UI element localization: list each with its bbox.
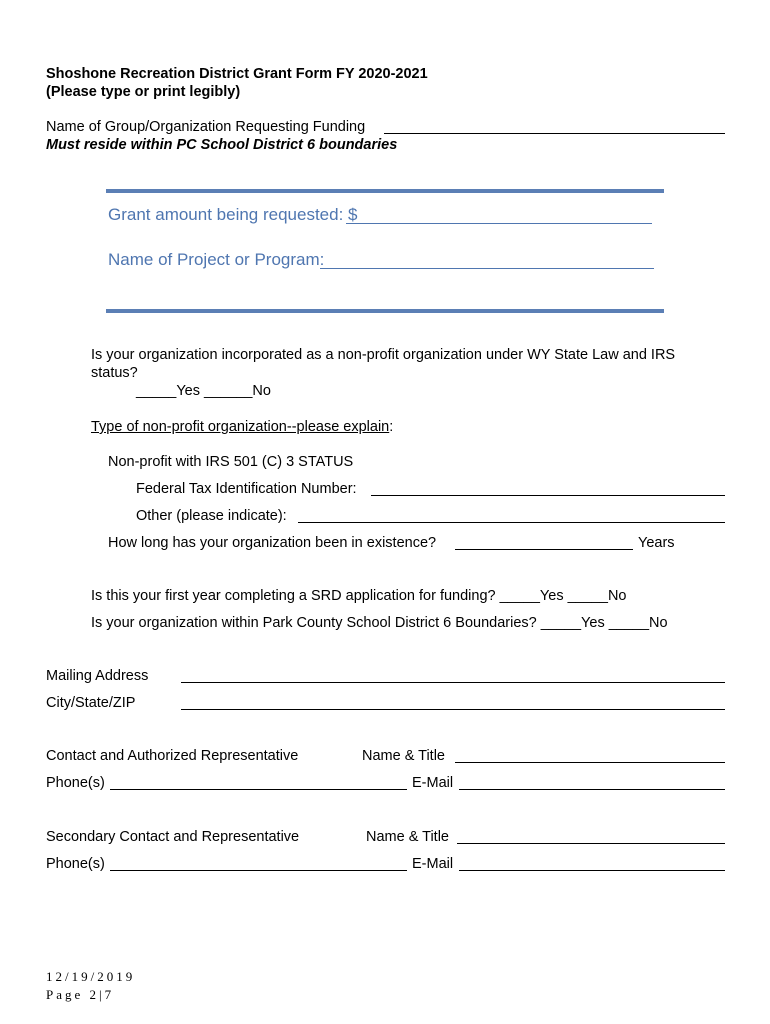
grant-amount-label: Grant amount being requested: $	[108, 205, 358, 224]
status-501-label: Non-profit with IRS 501 (C) 3 STATUS	[108, 454, 354, 470]
primary-phone-field[interactable]	[110, 789, 407, 790]
banner-top-rule	[106, 189, 664, 193]
years-label: Years	[638, 535, 675, 551]
secondary-phone-label: Phone(s)	[46, 856, 105, 872]
primary-email-field[interactable]	[459, 789, 725, 790]
nonprofit-type-label: Type of non-profit organization--please explain	[91, 419, 390, 435]
nonprofit-question: Is your organization incorporated as a non-profit organization under WY State Law and IRS	[91, 347, 676, 363]
nonprofit-question-cont: status?	[91, 365, 138, 381]
primary-phone-label: Phone(s)	[46, 775, 105, 791]
project-name-field[interactable]	[320, 268, 654, 269]
footer-date: 12/19/2019	[46, 969, 136, 984]
project-name-label: Name of Project or Program:	[108, 250, 325, 269]
other-label: Other (please indicate):	[136, 508, 287, 524]
org-name-field[interactable]	[384, 133, 725, 134]
mailing-address-label: Mailing Address	[46, 668, 149, 684]
primary-email-label: E-Mail	[412, 775, 454, 791]
district-question[interactable]: Is your organization within Park County School District 6 Boundaries? _____Yes _____No	[91, 615, 668, 631]
banner-bottom-rule	[106, 309, 664, 313]
primary-contact-label: Contact and Authorized Representative	[46, 748, 299, 764]
nonprofit-type-heading	[91, 419, 393, 435]
footer-page-number: Page 2|7	[46, 987, 115, 1002]
existence-label: How long has your organization been in existence?	[108, 535, 437, 551]
secondary-email-label: E-Mail	[412, 856, 454, 872]
city-state-zip-field[interactable]	[181, 709, 725, 710]
primary-name-title-field[interactable]	[455, 762, 725, 763]
org-name-label: Name of Group/Organization Requesting Funding	[46, 119, 366, 135]
secondary-name-title-field[interactable]	[457, 843, 725, 844]
tax-id-label: Federal Tax Identification Number:	[136, 481, 357, 497]
residency-note: Must reside within PC School District 6 boundaries	[46, 137, 398, 153]
primary-name-title-label: Name & Title	[362, 748, 445, 764]
form-title: Shoshone Recreation District Grant Form FY 2020-2021	[46, 66, 428, 82]
nonprofit-yes-no[interactable]: _____Yes ______No	[136, 383, 271, 399]
form-subtitle: (Please type or print legibly)	[46, 84, 241, 100]
secondary-phone-field[interactable]	[110, 870, 407, 871]
nonprofit-type-colon: :	[389, 419, 394, 435]
secondary-email-field[interactable]	[459, 870, 725, 871]
secondary-contact-label: Secondary Contact and Representative	[46, 829, 300, 845]
city-state-zip-label: City/State/ZIP	[46, 695, 136, 711]
other-field[interactable]	[298, 522, 725, 523]
grant-amount-field[interactable]	[346, 223, 652, 224]
tax-id-field[interactable]	[371, 495, 725, 496]
existence-field[interactable]	[455, 549, 633, 550]
mailing-address-field[interactable]	[181, 682, 725, 683]
secondary-name-title-label: Name & Title	[366, 829, 449, 845]
first-year-question[interactable]: Is this your first year completing a SRD application for funding? _____Yes _____No	[91, 588, 627, 604]
